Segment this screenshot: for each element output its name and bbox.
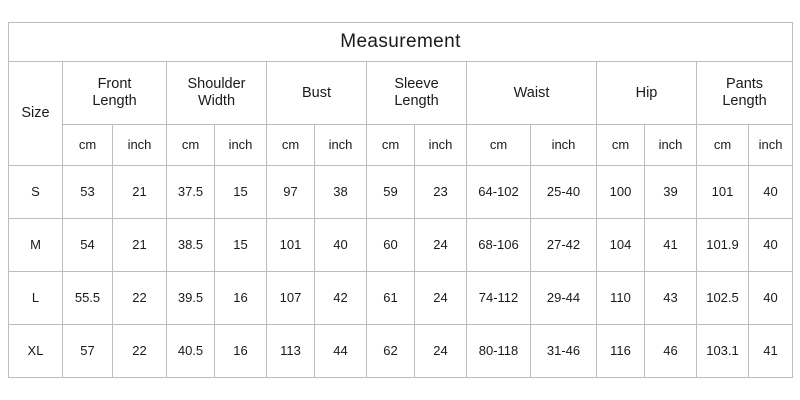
cell-hip-cm: 116: [597, 325, 645, 378]
column-header-hip: Hip: [597, 62, 697, 125]
cell-hip-inch: 39: [645, 166, 697, 219]
cell-pants-length-cm: 102.5: [697, 272, 749, 325]
cell-pants-length-inch: 40: [749, 272, 793, 325]
cell-shoulder-width-cm: 39.5: [167, 272, 215, 325]
column-header-size: Size: [9, 62, 63, 166]
group-header-row: [9, 62, 793, 125]
column-header-waist: Waist: [467, 62, 597, 125]
cell-sleeve-length-inch: 24: [415, 272, 467, 325]
cell-shoulder-width-cm: 40.5: [167, 325, 215, 378]
cell-sleeve-length-inch: 24: [415, 219, 467, 272]
cell-hip-cm: 100: [597, 166, 645, 219]
unit-header-row: [9, 125, 793, 166]
cell-sleeve-length-inch: 24: [415, 325, 467, 378]
cell-bust-inch: 38: [315, 166, 367, 219]
cell-shoulder-width-inch: 15: [215, 166, 267, 219]
cell-front-length-inch: 21: [113, 219, 167, 272]
row-size-label: S: [9, 166, 63, 219]
column-header-front-length: Front Length: [63, 62, 167, 125]
unit-sleeve-length-inch: inch: [415, 125, 467, 166]
unit-hip-inch: inch: [645, 125, 697, 166]
table-row: [9, 219, 793, 272]
row-size-label: L: [9, 272, 63, 325]
unit-front-length-inch: inch: [113, 125, 167, 166]
page-title: Measurement: [9, 23, 793, 62]
cell-hip-inch: 46: [645, 325, 697, 378]
cell-hip-cm: 110: [597, 272, 645, 325]
cell-front-length-inch: 21: [113, 166, 167, 219]
column-header-sleeve-length: Sleeve Length: [367, 62, 467, 125]
unit-shoulder-width-cm: cm: [167, 125, 215, 166]
measurement-table: [8, 22, 793, 378]
cell-sleeve-length-cm: 59: [367, 166, 415, 219]
cell-waist-inch: 25-40: [531, 166, 597, 219]
cell-waist-inch: 31-46: [531, 325, 597, 378]
cell-pants-length-cm: 101.9: [697, 219, 749, 272]
cell-front-length-inch: 22: [113, 325, 167, 378]
cell-bust-inch: 40: [315, 219, 367, 272]
cell-shoulder-width-inch: 16: [215, 272, 267, 325]
unit-bust-cm: cm: [267, 125, 315, 166]
cell-waist-cm: 64-102: [467, 166, 531, 219]
table-row: [9, 272, 793, 325]
cell-front-length-inch: 22: [113, 272, 167, 325]
column-header-pants-length: Pants Length: [697, 62, 793, 125]
unit-shoulder-width-inch: inch: [215, 125, 267, 166]
unit-waist-cm: cm: [467, 125, 531, 166]
cell-hip-cm: 104: [597, 219, 645, 272]
cell-sleeve-length-cm: 61: [367, 272, 415, 325]
unit-sleeve-length-cm: cm: [367, 125, 415, 166]
cell-sleeve-length-inch: 23: [415, 166, 467, 219]
unit-pants-length-cm: cm: [697, 125, 749, 166]
cell-hip-inch: 43: [645, 272, 697, 325]
cell-bust-cm: 107: [267, 272, 315, 325]
cell-front-length-cm: 57: [63, 325, 113, 378]
unit-front-length-cm: cm: [63, 125, 113, 166]
cell-shoulder-width-inch: 15: [215, 219, 267, 272]
cell-front-length-cm: 54: [63, 219, 113, 272]
row-size-label: XL: [9, 325, 63, 378]
cell-pants-length-inch: 41: [749, 325, 793, 378]
column-header-shoulder-width: Shoulder Width: [167, 62, 267, 125]
cell-waist-cm: 68-106: [467, 219, 531, 272]
cell-bust-cm: 101: [267, 219, 315, 272]
cell-bust-cm: 97: [267, 166, 315, 219]
unit-pants-length-inch: inch: [749, 125, 793, 166]
cell-sleeve-length-cm: 60: [367, 219, 415, 272]
unit-bust-inch: inch: [315, 125, 367, 166]
cell-waist-inch: 29-44: [531, 272, 597, 325]
cell-bust-inch: 42: [315, 272, 367, 325]
cell-front-length-cm: 53: [63, 166, 113, 219]
table-title-row: [9, 23, 793, 62]
cell-front-length-cm: 55.5: [63, 272, 113, 325]
cell-shoulder-width-cm: 38.5: [167, 219, 215, 272]
column-header-bust: Bust: [267, 62, 367, 125]
cell-pants-length-inch: 40: [749, 219, 793, 272]
cell-bust-cm: 113: [267, 325, 315, 378]
cell-sleeve-length-cm: 62: [367, 325, 415, 378]
cell-pants-length-cm: 103.1: [697, 325, 749, 378]
cell-shoulder-width-inch: 16: [215, 325, 267, 378]
cell-pants-length-cm: 101: [697, 166, 749, 219]
unit-hip-cm: cm: [597, 125, 645, 166]
cell-waist-inch: 27-42: [531, 219, 597, 272]
cell-waist-cm: 80-118: [467, 325, 531, 378]
table-row: [9, 166, 793, 219]
cell-bust-inch: 44: [315, 325, 367, 378]
cell-waist-cm: 74-112: [467, 272, 531, 325]
cell-shoulder-width-cm: 37.5: [167, 166, 215, 219]
row-size-label: M: [9, 219, 63, 272]
table-row: [9, 325, 793, 378]
cell-hip-inch: 41: [645, 219, 697, 272]
unit-waist-inch: inch: [531, 125, 597, 166]
cell-pants-length-inch: 40: [749, 166, 793, 219]
